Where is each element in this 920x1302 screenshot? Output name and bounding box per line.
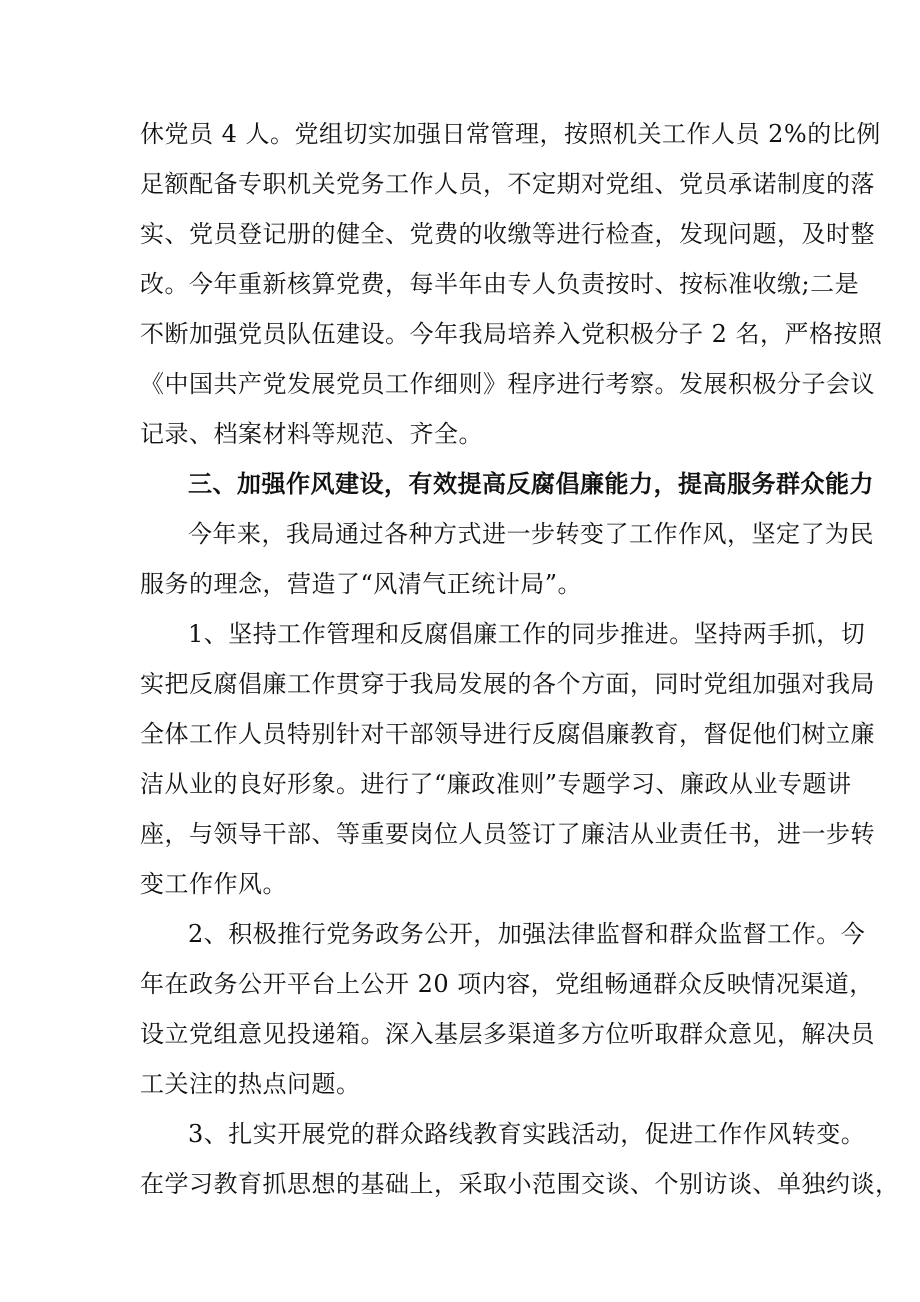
paragraph-1-line-5: 不断加强党员队伍建设。今年我局培养入党积极分子 2 名，严格按照 [140, 320, 883, 348]
paragraph-3-line-4: 洁从业的良好形象。进行了“廉政准则”专题学习、廉政从业专题讲 [140, 770, 852, 798]
paragraph-4-line-3: 设立党组意见投递箱。深入基层多渠道多方位听取群众意见，解决员 [140, 1020, 875, 1048]
paragraph-5-line-2: 在学习教育抓思想的基础上，采取小范围交谈、个别访谈、单独约谈， [140, 1170, 900, 1198]
paragraph-2-line-1: 今年来，我局通过各种方式进一步转变了工作作风，坚定了为民 [188, 520, 874, 548]
paragraph-1-line-2: 足额配备专职机关党务工作人员，不定期对党组、党员承诺制度的落 [140, 170, 875, 198]
paragraph-4-line-4: 工关注的热点问题。 [140, 1070, 361, 1098]
section-heading-3: 三、加强作风建设，有效提高反腐倡廉能力，提高服务群众能力 [188, 470, 874, 498]
paragraph-3-line-5: 座，与领导干部、等重要岗位人员签订了廉洁从业责任书，进一步转 [140, 820, 875, 848]
paragraph-3-line-3: 全体工作人员特别针对干部领导进行反腐倡廉教育，督促他们树立廉 [140, 720, 875, 748]
paragraph-1-line-4: 改。今年重新核算党费，每半年由专人负责按时、按标准收缴;二是 [140, 270, 860, 298]
paragraph-2-line-2: 服务的理念，营造了“风清气正统计局”。 [140, 570, 583, 598]
paragraph-4-line-2: 年在政务公开平台上公开 20 项内容，党组畅通群众反映情况渠道， [140, 970, 874, 998]
paragraph-1-line-1: 休党员 4 人。党组切实加强日常管理，按照机关工作人员 2%的比例 [140, 120, 881, 148]
paragraph-3-line-1: 1、坚持工作管理和反腐倡廉工作的同步推进。坚持两手抓，切 [188, 620, 866, 648]
paragraph-3-line-2: 实把反腐倡廉工作贯穿于我局发展的各个方面，同时党组加强对我局 [140, 670, 875, 698]
paragraph-1-line-6: 《中国共产党发展党员工作细则》程序进行考察。发展积极分子会议 [140, 370, 875, 398]
paragraph-5-line-1: 3、扎实开展党的群众路线教育实践活动，促进工作作风转变。 [188, 1120, 866, 1148]
paragraph-1-line-3: 实、党员登记册的健全、党费的收缴等进行检查，发现问题，及时整 [140, 220, 875, 248]
paragraph-1-line-7: 记录、档案材料等规范、齐全。 [140, 420, 483, 448]
paragraph-3-line-6: 变工作作风。 [140, 870, 287, 898]
paragraph-4-line-1: 2、积极推行党务政务公开，加强法律监督和群众监督工作。今 [188, 920, 866, 948]
